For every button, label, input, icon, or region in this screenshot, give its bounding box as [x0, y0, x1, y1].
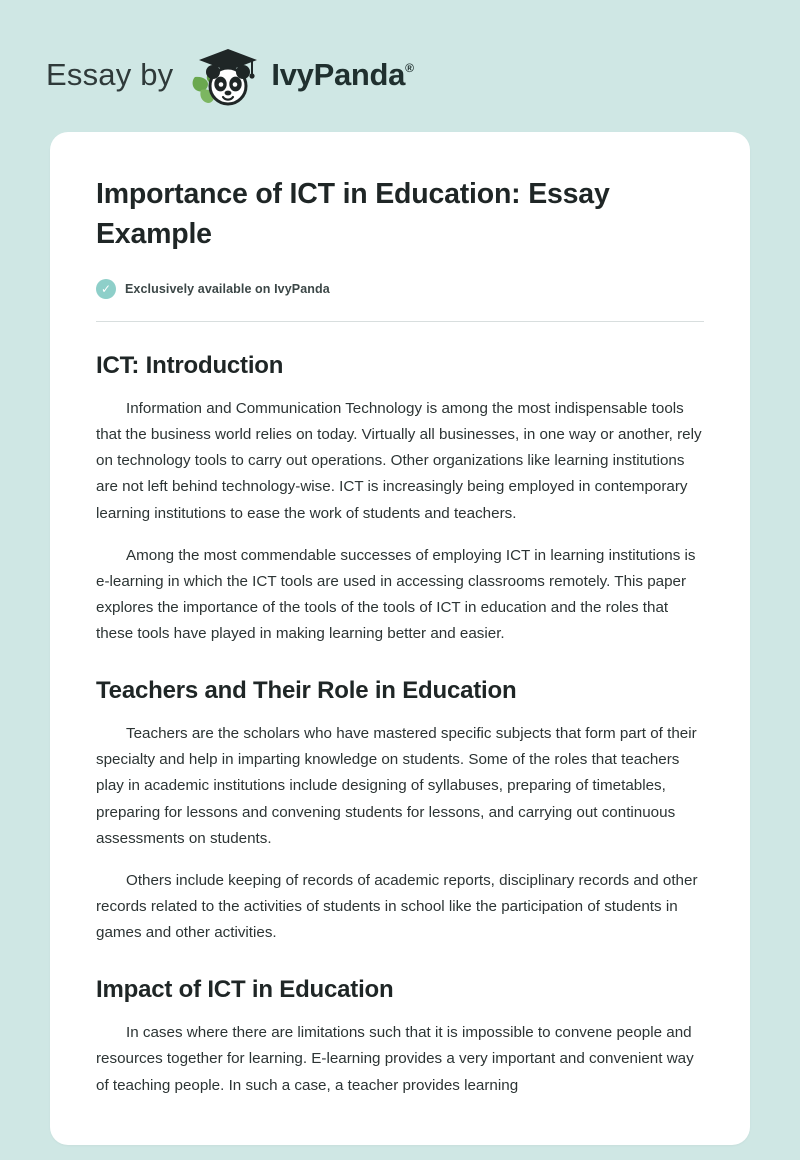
header-prefix-text: Essay by — [46, 57, 174, 92]
site-header — [0, 0, 800, 112]
section-heading-teachers-role: Teachers and Their Role in Education — [96, 677, 517, 705]
brand-name-text: IvyPanda — [271, 57, 406, 92]
status-badge-label: Exclusively available on IvyPanda — [125, 281, 330, 296]
brand-trademark: ® — [405, 60, 414, 75]
page-title: Importance of ICT in Education: Essay Example — [96, 178, 610, 251]
brand-name — [271, 57, 413, 93]
paragraph: Among the most commendable successes of employing ICT in learning institutions is e-learning in which the ICT tools are used in accessing classrooms remotely. This paper explores the importance of the tools of the tools of ICT in education and the roles that these tools have played in making learning better and easier. — [96, 546, 696, 643]
section-heading-introduction: ICT: Introduction — [96, 351, 284, 379]
section-heading-impact-of-ict: Impact of ICT in Education — [96, 976, 394, 1004]
status-badge — [96, 279, 704, 299]
paragraph: Others include keeping of records of academic reports, disciplinary records and other records related to the activities of students in school like the participation of students in games and other activities. — [96, 871, 698, 942]
paragraph: In cases where there are limitations such that it is impossible to convene people and resources together for learning. E-learning provides a very important and convenient way of teaching people. In such a case, a teacher provides learning — [96, 1024, 694, 1094]
paragraph: Information and Communication Technology is among the most indispensable tools that the business world relies on today. Virtually all businesses, in one way or another, rely on technology tools to carry out operations. Other organizations like learning institutions are not left behind technology-wise. ICT is increasingly being employed in contemporary learning institutions to ease the work of students and teachers. — [96, 399, 702, 522]
essay-card — [50, 132, 750, 1145]
ivypanda-logo[interactable] — [187, 43, 413, 107]
check-circle-icon: ✓ — [96, 279, 116, 299]
ivypanda-panda-logo-icon — [187, 43, 269, 107]
paragraph: Teachers are the scholars who have mastered specific subjects that form part of their specialty and help in imparting knowledge on students. Some of the roles that teachers play in academic institutions include designing of syllabuses, preparing of timetables, preparing for lessons and convening students for lessons, and carrying out continuous assessments on students. — [96, 725, 697, 847]
divider — [96, 321, 704, 322]
